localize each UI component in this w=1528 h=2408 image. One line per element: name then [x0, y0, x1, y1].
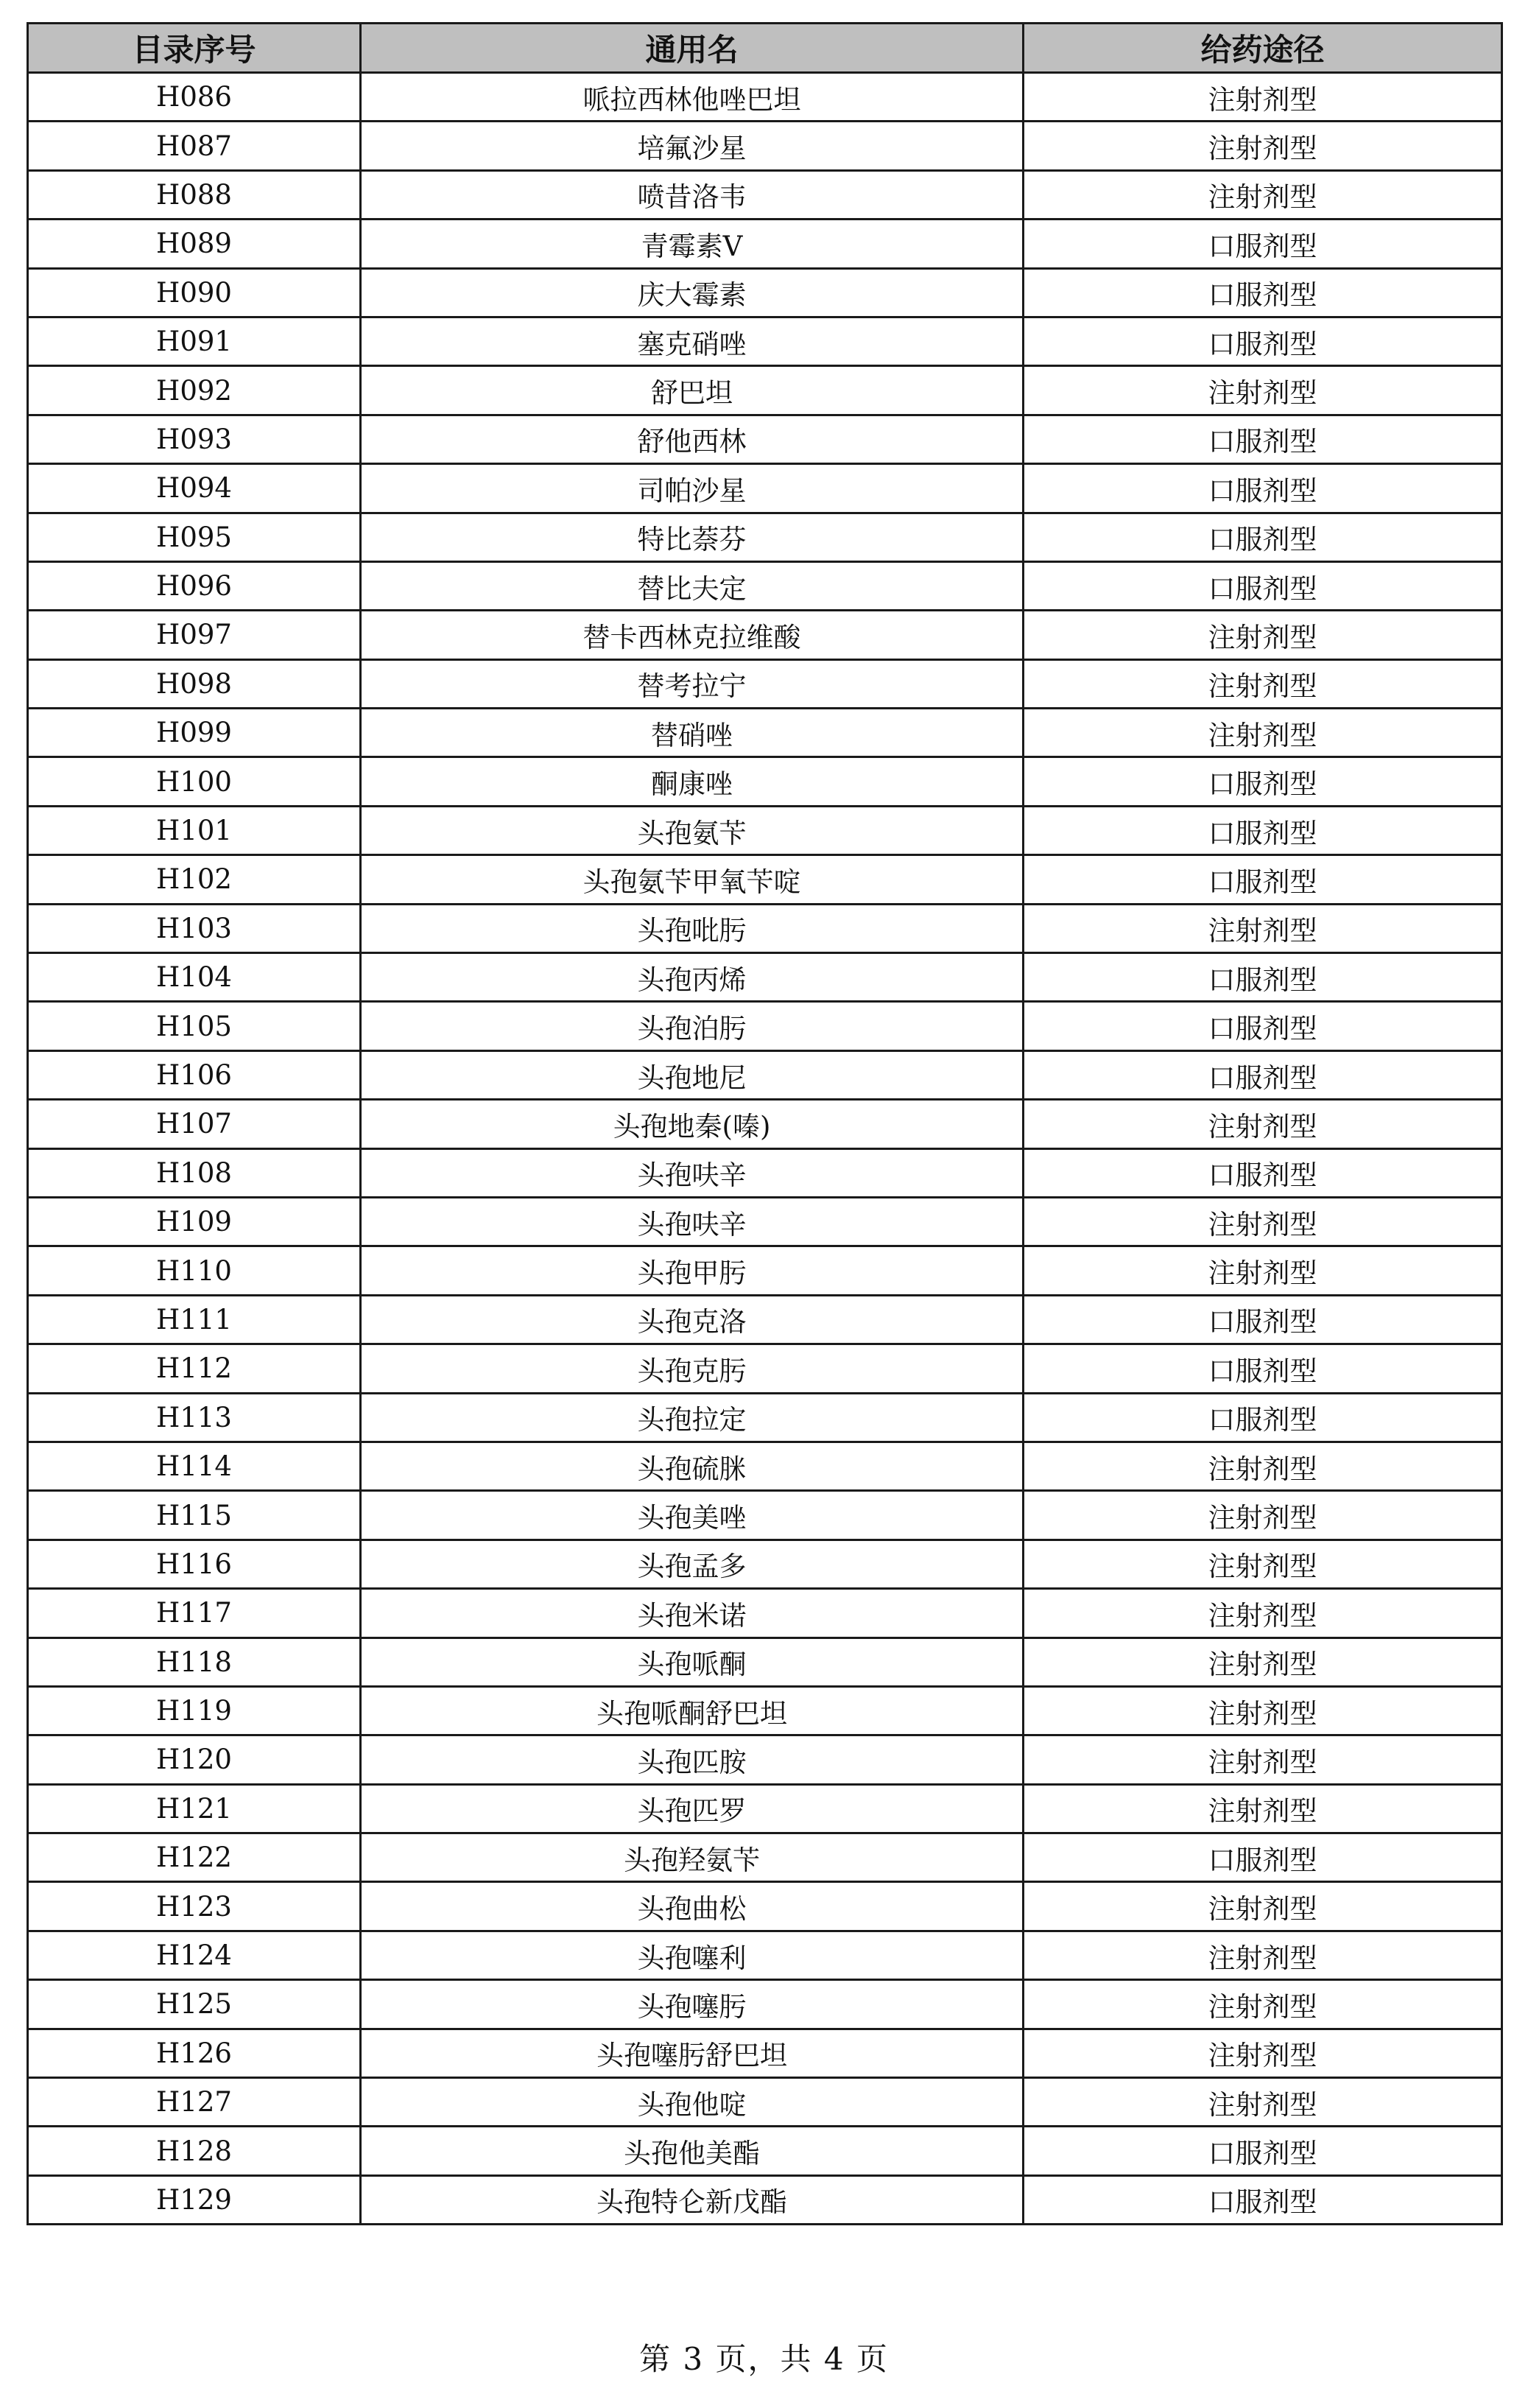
generic-name-cell: 酮康唑: [361, 757, 1024, 806]
catalog-number-cell: H122: [28, 1833, 361, 1882]
administration-route-cell: 注射剂型: [1024, 2029, 1502, 2077]
catalog-number-cell: H125: [28, 1980, 361, 2029]
catalog-number-cell: H104: [28, 953, 361, 1002]
catalog-number-cell: H102: [28, 855, 361, 904]
catalog-number-cell: H110: [28, 1246, 361, 1295]
table-row: [28, 464, 1502, 513]
administration-route-cell: 注射剂型: [1024, 122, 1502, 170]
catalog-number-cell: H116: [28, 1540, 361, 1588]
administration-route-cell: 口服剂型: [1024, 1148, 1502, 1197]
administration-route-cell: 注射剂型: [1024, 170, 1502, 219]
generic-name-cell: 头孢硫脒: [361, 1442, 1024, 1490]
catalog-number-cell: H111: [28, 1295, 361, 1344]
generic-name-cell: 头孢羟氨苄: [361, 1833, 1024, 1882]
administration-route-cell: 口服剂型: [1024, 1295, 1502, 1344]
table-row: [28, 611, 1502, 659]
administration-route-cell: 注射剂型: [1024, 1980, 1502, 2029]
catalog-number-cell: H123: [28, 1882, 361, 1931]
table-row: [28, 904, 1502, 952]
table-row: [28, 659, 1502, 708]
administration-route-cell: 口服剂型: [1024, 953, 1502, 1002]
table-row: [28, 561, 1502, 610]
table-row: [28, 953, 1502, 1002]
table-row: [28, 1393, 1502, 1442]
generic-name-cell: 哌拉西林他唑巴坦: [361, 73, 1024, 122]
administration-route-cell: 注射剂型: [1024, 73, 1502, 122]
catalog-number-cell: H093: [28, 415, 361, 463]
administration-route-cell: 口服剂型: [1024, 2175, 1502, 2224]
generic-name-cell: 头孢哌酮: [361, 1637, 1024, 1686]
generic-name-cell: 头孢氨苄: [361, 806, 1024, 854]
generic-name-cell: 司帕沙星: [361, 464, 1024, 513]
administration-route-cell: 口服剂型: [1024, 1393, 1502, 1442]
table-row: [28, 1686, 1502, 1735]
generic-name-cell: 特比萘芬: [361, 513, 1024, 561]
table-row: [28, 122, 1502, 170]
administration-route-cell: 注射剂型: [1024, 1491, 1502, 1540]
administration-route-cell: 注射剂型: [1024, 1931, 1502, 1979]
catalog-number-cell: H100: [28, 757, 361, 806]
generic-name-cell: 头孢他美酯: [361, 2127, 1024, 2175]
administration-route-cell: 口服剂型: [1024, 513, 1502, 561]
generic-name-cell: 头孢特仑新戊酯: [361, 2175, 1024, 2224]
catalog-number-cell: H121: [28, 1784, 361, 1833]
table-row: [28, 709, 1502, 757]
table-row: [28, 1002, 1502, 1050]
generic-name-cell: 喷昔洛韦: [361, 170, 1024, 219]
table-row: [28, 1540, 1502, 1588]
catalog-number-cell: H094: [28, 464, 361, 513]
catalog-number-cell: H114: [28, 1442, 361, 1490]
generic-name-cell: 头孢他啶: [361, 2078, 1024, 2127]
generic-name-cell: 头孢泊肟: [361, 1002, 1024, 1050]
catalog-number-cell: H115: [28, 1491, 361, 1540]
generic-name-cell: 头孢曲松: [361, 1882, 1024, 1931]
catalog-number-cell: H088: [28, 170, 361, 219]
catalog-number-cell: H098: [28, 659, 361, 708]
catalog-number-cell: H112: [28, 1344, 361, 1393]
administration-route-cell: 注射剂型: [1024, 1686, 1502, 1735]
table-row: [28, 855, 1502, 904]
catalog-number-cell: H108: [28, 1148, 361, 1197]
generic-name-cell: 替考拉宁: [361, 659, 1024, 708]
catalog-number-cell: H107: [28, 1100, 361, 1148]
table-row: [28, 806, 1502, 854]
table-row: [28, 2029, 1502, 2077]
catalog-number-cell: H101: [28, 806, 361, 854]
administration-route-cell: 口服剂型: [1024, 855, 1502, 904]
administration-route-cell: 注射剂型: [1024, 1442, 1502, 1490]
table-row: [28, 2175, 1502, 2224]
table-row: [28, 1735, 1502, 1784]
table-row: [28, 1980, 1502, 2029]
administration-route-cell: 注射剂型: [1024, 611, 1502, 659]
generic-name-cell: 头孢哌酮舒巴坦: [361, 1686, 1024, 1735]
table-row: [28, 366, 1502, 415]
table-row: [28, 268, 1502, 317]
table-row: [28, 1197, 1502, 1246]
administration-route-cell: 注射剂型: [1024, 904, 1502, 952]
catalog-number-cell: H095: [28, 513, 361, 561]
table-row: [28, 1784, 1502, 1833]
administration-route-cell: 注射剂型: [1024, 1882, 1502, 1931]
table-row: [28, 415, 1502, 463]
catalog-number-cell: H128: [28, 2127, 361, 2175]
table-header-row: [28, 24, 1502, 73]
administration-route-cell: 口服剂型: [1024, 317, 1502, 365]
generic-name-cell: 舒他西林: [361, 415, 1024, 463]
generic-name-cell: 头孢甲肟: [361, 1246, 1024, 1295]
table-row: [28, 73, 1502, 122]
catalog-number-cell: H087: [28, 122, 361, 170]
catalog-number-cell: H099: [28, 709, 361, 757]
table-row: [28, 1344, 1502, 1393]
table-row: [28, 1589, 1502, 1637]
catalog-number-cell: H086: [28, 73, 361, 122]
administration-route-cell: 注射剂型: [1024, 1735, 1502, 1784]
table-row: [28, 1246, 1502, 1295]
administration-route-cell: 口服剂型: [1024, 757, 1502, 806]
generic-name-cell: 庆大霉素: [361, 268, 1024, 317]
administration-route-cell: 注射剂型: [1024, 1637, 1502, 1686]
catalog-number-cell: H092: [28, 366, 361, 415]
administration-route-cell: 注射剂型: [1024, 1589, 1502, 1637]
administration-route-cell: 注射剂型: [1024, 709, 1502, 757]
header-generic-name: 通用名: [361, 24, 1024, 73]
table-row: [28, 2078, 1502, 2127]
table-row: [28, 1833, 1502, 1882]
catalog-number-cell: H126: [28, 2029, 361, 2077]
administration-route-cell: 口服剂型: [1024, 561, 1502, 610]
generic-name-cell: 头孢孟多: [361, 1540, 1024, 1588]
generic-name-cell: 替比夫定: [361, 561, 1024, 610]
generic-name-cell: 头孢米诺: [361, 1589, 1024, 1637]
generic-name-cell: 头孢克肟: [361, 1344, 1024, 1393]
catalog-number-cell: H117: [28, 1589, 361, 1637]
catalog-number-cell: H089: [28, 220, 361, 268]
catalog-number-cell: H109: [28, 1197, 361, 1246]
catalog-number-cell: H129: [28, 2175, 361, 2224]
generic-name-cell: 头孢噻肟舒巴坦: [361, 2029, 1024, 2077]
generic-name-cell: 头孢地尼: [361, 1050, 1024, 1099]
generic-name-cell: 头孢匹胺: [361, 1735, 1024, 1784]
catalog-number-cell: H119: [28, 1686, 361, 1735]
table-body: [28, 73, 1502, 2225]
generic-name-cell: 舒巴坦: [361, 366, 1024, 415]
table-row: [28, 1295, 1502, 1344]
generic-name-cell: 头孢呋辛: [361, 1148, 1024, 1197]
generic-name-cell: 头孢丙烯: [361, 953, 1024, 1002]
administration-route-cell: 注射剂型: [1024, 1246, 1502, 1295]
administration-route-cell: 口服剂型: [1024, 1344, 1502, 1393]
generic-name-cell: 头孢地秦(嗪): [361, 1100, 1024, 1148]
generic-name-cell: 头孢匹罗: [361, 1784, 1024, 1833]
table-row: [28, 1442, 1502, 1490]
catalog-number-cell: H118: [28, 1637, 361, 1686]
catalog-number-cell: H097: [28, 611, 361, 659]
administration-route-cell: 口服剂型: [1024, 268, 1502, 317]
table-row: [28, 757, 1502, 806]
administration-route-cell: 注射剂型: [1024, 1197, 1502, 1246]
table-row: [28, 317, 1502, 365]
administration-route-cell: 口服剂型: [1024, 1050, 1502, 1099]
header-catalog-number: 目录序号: [28, 24, 361, 73]
generic-name-cell: 塞克硝唑: [361, 317, 1024, 365]
catalog-number-cell: H096: [28, 561, 361, 610]
table-row: [28, 513, 1502, 561]
administration-route-cell: 注射剂型: [1024, 1784, 1502, 1833]
table-row: [28, 1491, 1502, 1540]
table-row: [28, 1882, 1502, 1931]
catalog-number-cell: H120: [28, 1735, 361, 1784]
administration-route-cell: 注射剂型: [1024, 659, 1502, 708]
generic-name-cell: 头孢氨苄甲氧苄啶: [361, 855, 1024, 904]
catalog-number-cell: H113: [28, 1393, 361, 1442]
generic-name-cell: 替硝唑: [361, 709, 1024, 757]
administration-route-cell: 注射剂型: [1024, 366, 1502, 415]
page-number-footer: 第 3 页，共 4 页: [639, 2341, 889, 2377]
generic-name-cell: 头孢拉定: [361, 1393, 1024, 1442]
table-row: [28, 2127, 1502, 2175]
drug-catalog-table: [27, 22, 1503, 2225]
table-row: [28, 220, 1502, 268]
administration-route-cell: 口服剂型: [1024, 1002, 1502, 1050]
administration-route-cell: 口服剂型: [1024, 1833, 1502, 1882]
generic-name-cell: 头孢克洛: [361, 1295, 1024, 1344]
administration-route-cell: 口服剂型: [1024, 220, 1502, 268]
administration-route-cell: 口服剂型: [1024, 464, 1502, 513]
table-row: [28, 1637, 1502, 1686]
administration-route-cell: 口服剂型: [1024, 415, 1502, 463]
generic-name-cell: 替卡西林克拉维酸: [361, 611, 1024, 659]
catalog-number-cell: H105: [28, 1002, 361, 1050]
administration-route-cell: 注射剂型: [1024, 2078, 1502, 2127]
table-row: [28, 170, 1502, 219]
generic-name-cell: 头孢呋辛: [361, 1197, 1024, 1246]
administration-route-cell: 口服剂型: [1024, 806, 1502, 854]
catalog-number-cell: H103: [28, 904, 361, 952]
generic-name-cell: 头孢美唑: [361, 1491, 1024, 1540]
generic-name-cell: 培氟沙星: [361, 122, 1024, 170]
catalog-number-cell: H091: [28, 317, 361, 365]
table-row: [28, 1148, 1502, 1197]
catalog-number-cell: H127: [28, 2078, 361, 2127]
administration-route-cell: 注射剂型: [1024, 1540, 1502, 1588]
catalog-number-cell: H106: [28, 1050, 361, 1099]
generic-name-cell: 头孢噻利: [361, 1931, 1024, 1979]
header-administration-route: 给药途径: [1024, 24, 1502, 73]
generic-name-cell: 头孢噻肟: [361, 1980, 1024, 2029]
table-row: [28, 1100, 1502, 1148]
catalog-number-cell: H090: [28, 268, 361, 317]
administration-route-cell: 口服剂型: [1024, 2127, 1502, 2175]
generic-name-cell: 青霉素V: [361, 220, 1024, 268]
catalog-number-cell: H124: [28, 1931, 361, 1979]
table-row: [28, 1931, 1502, 1979]
administration-route-cell: 注射剂型: [1024, 1100, 1502, 1148]
generic-name-cell: 头孢吡肟: [361, 904, 1024, 952]
table-row: [28, 1050, 1502, 1099]
